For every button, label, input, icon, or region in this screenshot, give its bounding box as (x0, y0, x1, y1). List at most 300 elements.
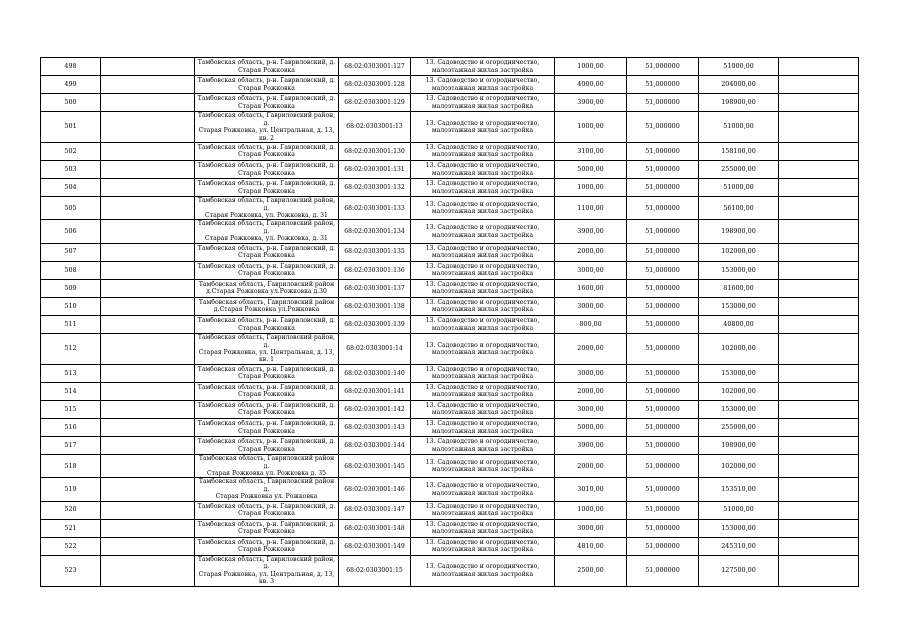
address-cell (195, 197, 339, 220)
table-row (41, 400, 859, 418)
land-use-cell-line: малоэтажная жилая застройка (431, 208, 534, 216)
price-value: 51,000000 (627, 364, 699, 382)
price-value: 51,000000 (627, 437, 699, 455)
address-cell-line: Старая Рожковка ул. Рожковка д. 35 (206, 470, 326, 477)
table-row (41, 58, 859, 76)
blank-cell (779, 478, 859, 501)
cadastral-number: 68:02:0303001:14 (339, 334, 411, 365)
land-use-cell-line: 13. Садоводство и огородничество, (425, 119, 540, 127)
address-cell-line: Тамбовская область, Гавриловский район, д. (197, 555, 336, 571)
row-number: 522 (41, 537, 101, 555)
land-use-cell-line: 13. Садоводство и огородничество, (425, 502, 540, 510)
blank-cell (101, 400, 195, 418)
total-value: 255000,00 (699, 419, 779, 437)
cadastral-number: 68:02:0303001:133 (339, 197, 411, 220)
land-use-cell-line: 13. Садоводство и огородничество, (425, 520, 540, 528)
area-value: 2000,00 (555, 243, 627, 261)
blank-cell (101, 555, 195, 586)
cadastral-number: 68:02:0303001:138 (339, 297, 411, 315)
table-row (41, 316, 859, 334)
address-cell (195, 555, 339, 586)
address-cell-line: Старая Рожковка (238, 445, 295, 453)
table-row (41, 437, 859, 455)
total-value: 102000,00 (699, 334, 779, 365)
land-plots-table (40, 57, 859, 587)
cadastral-number: 68:02:0303001:143 (339, 419, 411, 437)
address-cell-line: Тамбовская область, р-н. Гавриловский, д. (197, 262, 336, 270)
land-use-cell-line: 13. Садоводство и огородничество, (425, 162, 540, 170)
land-use-cell-line: 13. Садоводство и огородничество, (425, 59, 540, 67)
address-cell-line: Тамбовская область, Гавриловский район д. (198, 455, 335, 470)
blank-cell (779, 537, 859, 555)
blank-cell (779, 220, 859, 243)
area-value: 3900,00 (555, 437, 627, 455)
blank-cell (779, 142, 859, 160)
table-row (41, 501, 859, 519)
cadastral-number: 68:02:0303001:128 (339, 76, 411, 94)
address-cell (195, 58, 339, 76)
cadastral-number: 68:02:0303001:13 (339, 112, 411, 143)
address-cell-line: Тамбовская область, р-н. Гавриловский, д. (197, 438, 336, 446)
land-use-cell (411, 142, 555, 160)
address-cell (195, 76, 339, 94)
area-value: 5000,00 (555, 161, 627, 179)
cadastral-number: 68:02:0303001:140 (339, 364, 411, 382)
cadastral-number: 68:02:0303001:141 (339, 382, 411, 400)
address-cell-line: Тамбовская область, р-н. Гавриловский, д. (197, 144, 336, 152)
price-value: 51,000000 (627, 316, 699, 334)
total-value: 245310,00 (699, 537, 779, 555)
address-cell-line: Тамбовская область, р-н. Гавриловский, д. (197, 402, 336, 410)
address-cell-line: Старая Рожковка (238, 546, 295, 554)
price-value: 51,000000 (627, 112, 699, 143)
cadastral-number: 68:02:0303001:145 (339, 455, 411, 478)
land-use-cell-line: 13. Садоводство и огородничество, (425, 224, 540, 232)
address-cell (195, 455, 339, 478)
area-value: 2000,00 (555, 334, 627, 365)
table-row (41, 220, 859, 243)
land-use-cell-line: 13. Садоводство и огородничество, (425, 144, 540, 152)
land-use-cell-line: 13. Садоводство и огородничество, (425, 383, 540, 391)
land-use-cell-line: 13. Садоводство и огородничество, (425, 200, 540, 208)
land-use-cell-line: малоэтажная жилая застройка (431, 570, 534, 578)
address-cell-line: Тамбовская область, р-н. Гавриловский, д. (197, 180, 336, 188)
row-number: 500 (41, 94, 101, 112)
price-value: 51,000000 (627, 142, 699, 160)
row-number: 511 (41, 316, 101, 334)
address-cell (195, 94, 339, 112)
row-number: 523 (41, 555, 101, 586)
table-row (41, 161, 859, 179)
land-use-cell-line: 13. Садоводство и огородничество, (425, 262, 540, 270)
row-number: 519 (41, 478, 101, 501)
land-use-cell-line: малоэтажная жилая застройка (431, 510, 534, 518)
land-use-cell (411, 197, 555, 220)
row-number: 508 (41, 261, 101, 279)
address-cell (195, 537, 339, 555)
land-use-cell (411, 419, 555, 437)
land-use-cell-line: 13. Садоводство и огородничество, (425, 438, 540, 446)
total-value: 198900,00 (699, 220, 779, 243)
address-cell-line: Тамбовская область, р-н. Гавриловский, д. (197, 520, 336, 528)
cadastral-number: 68:02:0303001:146 (339, 478, 411, 501)
land-use-cell (411, 537, 555, 555)
price-value: 51,000000 (627, 58, 699, 76)
area-value: 3900,00 (555, 94, 627, 112)
address-cell-line: Старая Рожковка, ул. Центральная, д. 13, кв. 1 (198, 348, 335, 364)
row-number: 506 (41, 220, 101, 243)
price-value: 51,000000 (627, 220, 699, 243)
blank-cell (779, 364, 859, 382)
cadastral-number: 68:02:0303001:130 (339, 142, 411, 160)
table-row (41, 455, 859, 478)
total-value: 51000,00 (699, 58, 779, 76)
land-use-cell-line: 13. Садоводство и огородничество, (425, 563, 540, 571)
table-row (41, 537, 859, 555)
address-cell (195, 220, 339, 243)
address-cell (195, 400, 339, 418)
address-cell-line: Старая Рожковка (238, 324, 295, 332)
address-cell (195, 112, 339, 143)
address-cell-line: Тамбовская область, р-н. Гавриловский, д. (197, 77, 336, 85)
address-cell-line: Тамбовская область, р-н. Гавриловский, д. (197, 162, 336, 170)
blank-cell (101, 197, 195, 220)
blank-cell (779, 501, 859, 519)
cadastral-number: 68:02:0303001:15 (339, 555, 411, 586)
table-row (41, 555, 859, 586)
row-number: 505 (41, 197, 101, 220)
cadastral-number: 68:02:0303001:127 (339, 58, 411, 76)
table-row (41, 364, 859, 382)
area-value: 3000,00 (555, 519, 627, 537)
address-cell-line: Тамбовская область, р-н. Гавриловский, д. (197, 538, 336, 546)
land-use-cell-line: малоэтажная жилая застройка (431, 528, 534, 536)
row-number: 514 (41, 382, 101, 400)
address-cell (195, 179, 339, 197)
address-cell-line: Старая Рожковка ул. Рожковка (215, 493, 318, 501)
table-row (41, 478, 859, 501)
area-value: 4000,00 (555, 76, 627, 94)
table-row (41, 94, 859, 112)
row-number: 504 (41, 179, 101, 197)
area-value: 2000,00 (555, 455, 627, 478)
total-value: 127500,00 (699, 555, 779, 586)
address-cell-line: Старая Рожковка, ул. Центральная, д. 13, кв. 3 (198, 570, 335, 586)
land-use-cell (411, 382, 555, 400)
blank-cell (779, 261, 859, 279)
land-use-cell-line: малоэтажная жилая застройка (431, 84, 534, 92)
address-cell-line: д.Старая Рожковка ул.Рожковка д.30 (206, 288, 327, 296)
table-row (41, 419, 859, 437)
address-cell-line: Тамбовская область, Гавриловский район, д. (197, 112, 336, 127)
blank-cell (101, 161, 195, 179)
land-use-cell-line: малоэтажная жилая застройка (431, 445, 534, 453)
land-use-cell-line: малоэтажная жилая застройка (431, 409, 534, 417)
address-cell-line: Тамбовская область, р-н. Гавриловский, д. (197, 95, 336, 103)
address-cell-line: Старая Рожковка (238, 510, 295, 518)
total-value: 153000,00 (699, 364, 779, 382)
cadastral-number: 68:02:0303001:137 (339, 279, 411, 297)
price-value: 51,000000 (627, 382, 699, 400)
blank-cell (101, 297, 195, 315)
price-value: 51,000000 (627, 94, 699, 112)
area-value: 1000,00 (555, 112, 627, 143)
area-value: 3000,00 (555, 261, 627, 279)
blank-cell (779, 334, 859, 365)
address-cell-line: Тамбовская область, р-н. Гавриловский, д. (197, 59, 336, 67)
address-cell-line: Тамбовская область, Гавриловский район д. (198, 478, 335, 493)
blank-cell (101, 382, 195, 400)
price-value: 51,000000 (627, 76, 699, 94)
cadastral-number: 68:02:0303001:134 (339, 220, 411, 243)
land-use-cell-line: 13. Садоводство и огородничество, (425, 280, 540, 288)
blank-cell (101, 478, 195, 501)
land-use-cell (411, 112, 555, 143)
table-row (41, 519, 859, 537)
cadastral-number: 68:02:0303001:131 (339, 161, 411, 179)
address-cell (195, 279, 339, 297)
total-value: 102000,00 (699, 243, 779, 261)
land-use-cell-line: 13. Садоводство и огородничество, (425, 365, 540, 373)
blank-cell (779, 161, 859, 179)
blank-cell (101, 437, 195, 455)
land-use-cell (411, 220, 555, 243)
blank-cell (779, 197, 859, 220)
table-body (41, 58, 859, 587)
blank-cell (101, 142, 195, 160)
address-cell (195, 297, 339, 315)
address-cell (195, 382, 339, 400)
land-use-cell (411, 261, 555, 279)
address-cell (195, 334, 339, 365)
land-use-cell (411, 478, 555, 501)
address-cell-line: Старая Рожковка (238, 187, 295, 195)
blank-cell (779, 179, 859, 197)
area-value: 2500,00 (555, 555, 627, 586)
address-cell-line: Старая Рожковка (238, 84, 295, 92)
land-use-cell-line: малоэтажная жилая застройка (431, 427, 534, 435)
address-cell-line: Старая Рожковка (238, 528, 295, 536)
table-row (41, 179, 859, 197)
blank-cell (101, 364, 195, 382)
address-cell-line: Старая Рожковка (238, 391, 295, 399)
land-use-cell-line: малоэтажная жилая застройка (431, 169, 534, 177)
blank-cell (779, 316, 859, 334)
land-use-cell-line: малоэтажная жилая застройка (431, 373, 534, 381)
blank-cell (101, 76, 195, 94)
blank-cell (779, 555, 859, 586)
table-row (41, 334, 859, 365)
land-use-cell (411, 76, 555, 94)
land-use-cell-line: 13. Садоводство и огородничество, (425, 538, 540, 546)
blank-cell (779, 419, 859, 437)
address-cell (195, 419, 339, 437)
land-use-cell (411, 161, 555, 179)
price-value: 51,000000 (627, 501, 699, 519)
row-number: 502 (41, 142, 101, 160)
land-use-cell-line: малоэтажная жилая застройка (431, 546, 534, 554)
address-cell-line: Тамбовская область, Гавриловский район (198, 280, 335, 288)
total-value: 51000,00 (699, 112, 779, 143)
land-use-cell (411, 179, 555, 197)
address-cell-line: Старая Рожковка, ул. Рожковка, д. 31 (205, 235, 328, 243)
address-cell (195, 478, 339, 501)
address-cell (195, 316, 339, 334)
price-value: 51,000000 (627, 161, 699, 179)
row-number: 498 (41, 58, 101, 76)
blank-cell (779, 94, 859, 112)
land-use-cell (411, 455, 555, 478)
address-cell-line: Старая Рожковка, ул. Центральная, д. 13, кв. 2 (198, 127, 335, 142)
land-use-cell-line: малоэтажная жилая застройка (431, 127, 534, 135)
blank-cell (101, 419, 195, 437)
blank-cell (101, 94, 195, 112)
land-use-cell-line: 13. Садоводство и огородничество, (425, 341, 540, 349)
cadastral-number: 68:02:0303001:144 (339, 437, 411, 455)
land-use-cell (411, 501, 555, 519)
total-value: 198900,00 (699, 437, 779, 455)
blank-cell (101, 243, 195, 261)
land-use-cell-line: 13. Садоводство и огородничество, (425, 244, 540, 252)
area-value: 1600,00 (555, 279, 627, 297)
cadastral-number: 68:02:0303001:136 (339, 261, 411, 279)
total-value: 204000,00 (699, 76, 779, 94)
table-row (41, 197, 859, 220)
land-use-cell (411, 364, 555, 382)
address-cell-line: Тамбовская область, Гавриловский район (198, 299, 335, 307)
total-value: 153000,00 (699, 400, 779, 418)
address-cell (195, 364, 339, 382)
area-value: 1000,00 (555, 501, 627, 519)
address-cell (195, 243, 339, 261)
land-use-cell-line: малоэтажная жилая застройка (431, 466, 534, 474)
area-value: 1000,00 (555, 58, 627, 76)
address-cell-line: Тамбовская область, Гавриловский район, д. (197, 197, 336, 212)
table-row (41, 142, 859, 160)
land-use-cell (411, 297, 555, 315)
total-value: 153000,00 (699, 519, 779, 537)
total-value: 153510,00 (699, 478, 779, 501)
address-cell (195, 142, 339, 160)
land-use-cell (411, 316, 555, 334)
total-value: 153000,00 (699, 297, 779, 315)
land-use-cell (411, 519, 555, 537)
land-use-cell-line: малоэтажная жилая застройка (431, 270, 534, 278)
row-number: 507 (41, 243, 101, 261)
address-cell-line: Старая Рожковка (238, 270, 295, 278)
blank-cell (101, 112, 195, 143)
row-number: 516 (41, 419, 101, 437)
row-number: 499 (41, 76, 101, 94)
land-use-cell-line: 13. Садоводство и огородничество, (425, 458, 540, 466)
row-number: 501 (41, 112, 101, 143)
land-use-cell-line: 13. Садоводство и огородничество, (425, 317, 540, 325)
blank-cell (779, 519, 859, 537)
blank-cell (101, 334, 195, 365)
land-use-cell-line: 13. Садоводство и огородничество, (425, 402, 540, 410)
total-value: 81600,00 (699, 279, 779, 297)
row-number: 513 (41, 364, 101, 382)
price-value: 51,000000 (627, 279, 699, 297)
blank-cell (779, 279, 859, 297)
total-value: 158100,00 (699, 142, 779, 160)
land-use-cell-line: 13. Садоводство и огородничество, (425, 180, 540, 188)
area-value: 4810,00 (555, 537, 627, 555)
blank-cell (779, 58, 859, 76)
area-value: 1000,00 (555, 179, 627, 197)
blank-cell (101, 179, 195, 197)
table-row (41, 243, 859, 261)
total-value: 198900,00 (699, 94, 779, 112)
address-cell-line: Старая Рожковка (238, 102, 295, 110)
address-cell-line: Тамбовская область, Гавриловский район, д. (197, 220, 336, 235)
total-value: 56100,00 (699, 197, 779, 220)
total-value: 102000,00 (699, 382, 779, 400)
price-value: 51,000000 (627, 455, 699, 478)
price-value: 51,000000 (627, 519, 699, 537)
blank-cell (779, 400, 859, 418)
land-use-cell-line: малоэтажная жилая застройка (431, 324, 534, 332)
land-use-cell (411, 58, 555, 76)
table-row (41, 261, 859, 279)
blank-cell (101, 220, 195, 243)
price-value: 51,000000 (627, 197, 699, 220)
table-row (41, 297, 859, 315)
address-cell (195, 161, 339, 179)
address-cell-line: Тамбовская область, р-н. Гавриловский, д. (197, 502, 336, 510)
total-value: 153000,00 (699, 261, 779, 279)
blank-cell (779, 437, 859, 455)
blank-cell (101, 261, 195, 279)
address-cell (195, 501, 339, 519)
blank-cell (101, 455, 195, 478)
land-use-cell-line: малоэтажная жилая застройка (431, 489, 534, 497)
total-value: 40800,00 (699, 316, 779, 334)
land-use-cell-line: 13. Садоводство и огородничество, (425, 77, 540, 85)
table-row (41, 76, 859, 94)
blank-cell (101, 279, 195, 297)
price-value: 51,000000 (627, 400, 699, 418)
price-value: 51,000000 (627, 334, 699, 365)
row-number: 509 (41, 279, 101, 297)
price-value: 51,000000 (627, 555, 699, 586)
blank-cell (779, 243, 859, 261)
cadastral-number: 68:02:0303001:135 (339, 243, 411, 261)
address-cell-line: Старая Рожковка (238, 252, 295, 260)
land-use-cell-line: малоэтажная жилая застройка (431, 288, 534, 296)
price-value: 51,000000 (627, 537, 699, 555)
area-value: 3010,00 (555, 478, 627, 501)
address-cell-line: Старая Рожковка, ул. Рожковка, д. 31 (205, 212, 328, 219)
row-number: 520 (41, 501, 101, 519)
land-use-cell (411, 279, 555, 297)
table-row (41, 279, 859, 297)
area-value: 5000,00 (555, 419, 627, 437)
blank-cell (779, 76, 859, 94)
cadastral-number: 68:02:0303001:129 (339, 94, 411, 112)
price-value: 51,000000 (627, 243, 699, 261)
cadastral-number: 68:02:0303001:142 (339, 400, 411, 418)
price-value: 51,000000 (627, 297, 699, 315)
address-cell-line: Старая Рожковка (238, 373, 295, 381)
land-use-cell-line: малоэтажная жилая застройка (431, 231, 534, 239)
address-cell-line: Старая Рожковка (238, 427, 295, 435)
row-number: 503 (41, 161, 101, 179)
cadastral-number: 68:02:0303001:132 (339, 179, 411, 197)
row-number: 510 (41, 297, 101, 315)
price-value: 51,000000 (627, 261, 699, 279)
blank-cell (101, 537, 195, 555)
